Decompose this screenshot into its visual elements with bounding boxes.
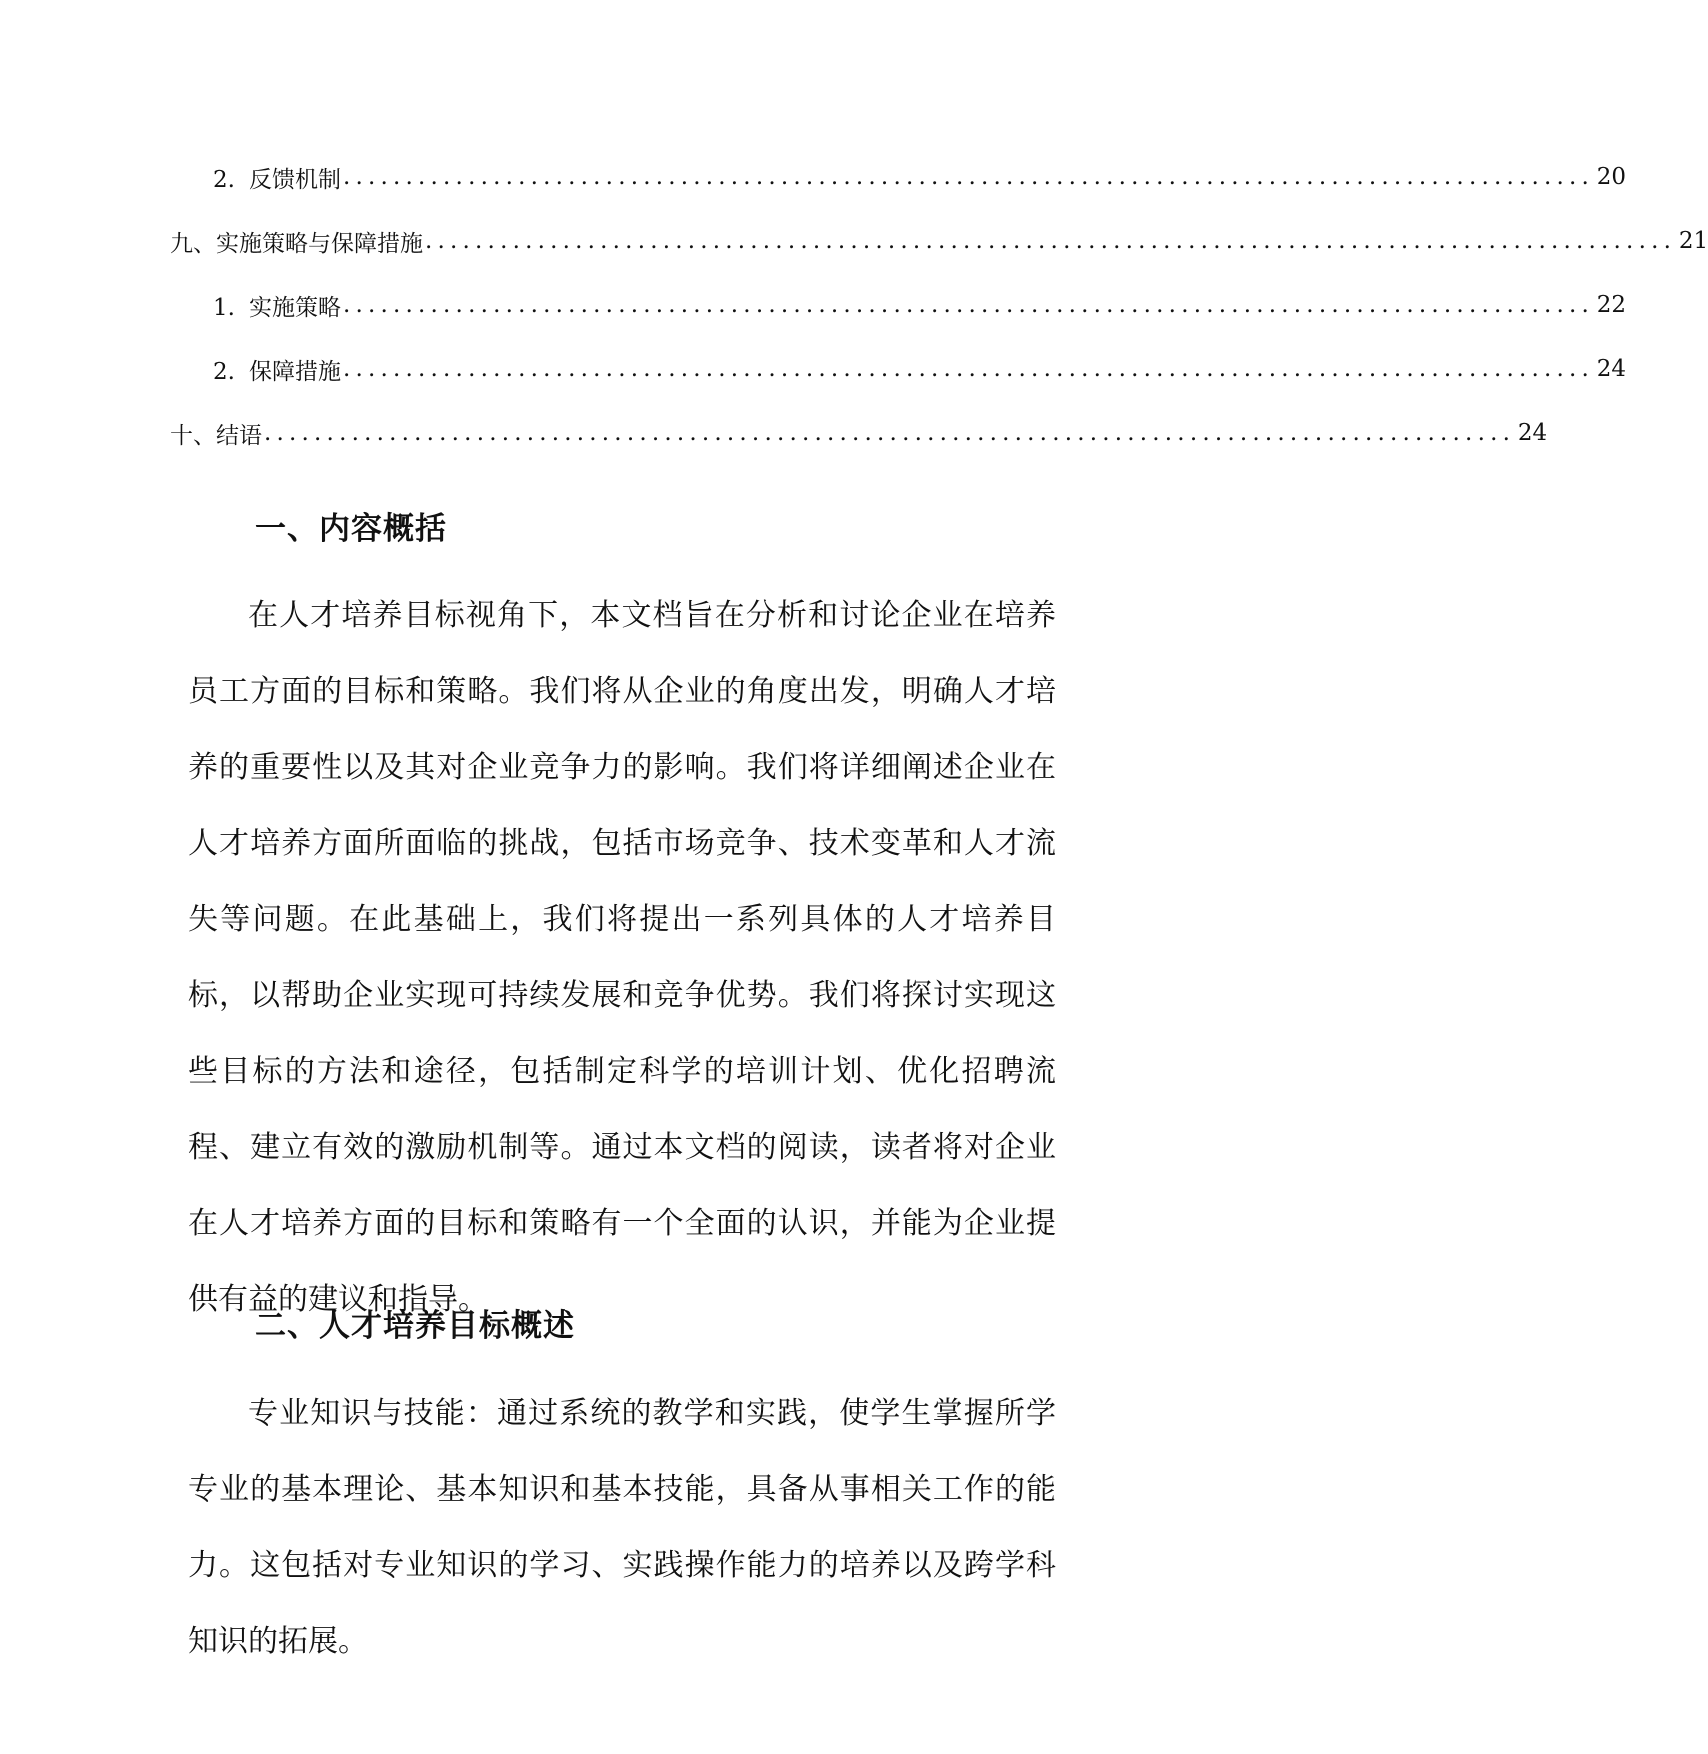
- toc-entry[interactable]: [170, 209, 1708, 273]
- toc-entry-number: 2.: [213, 166, 235, 193]
- toc-entry-title: 九、实施策略与保障措施: [170, 230, 423, 257]
- toc-leader-dots: ....................................................................................................: [342, 292, 1595, 318]
- toc-leader-dots: ....................................................................................................: [425, 228, 1677, 254]
- toc-entry[interactable]: [170, 401, 1548, 465]
- toc-page-number: 24: [1517, 420, 1548, 446]
- section-paragraph-talent-goals-overview: 专业知识与技能：通过系统的教学和实践，使学生掌握所学专业的基本理论、基本知识和基本技能，具备从事相关工作的能力。这包括对专业知识的学习、实践操作能力的培养以及跨学科知识的拓展。: [188, 1396, 1056, 1659]
- toc-page-number: 24: [1596, 356, 1627, 382]
- toc-leader-dots: ....................................................................................................: [264, 420, 1516, 446]
- toc-entry-title: 保障措施: [248, 358, 341, 385]
- toc-entry-number: 2.: [213, 358, 235, 385]
- toc-leader-dots: ....................................................................................................: [342, 356, 1595, 382]
- toc-entry-label: [170, 417, 264, 450]
- table-of-contents: [170, 145, 1708, 465]
- section-paragraph-content-summary: 在人才培养目标视角下，本文档旨在分析和讨论企业在培养员工方面的目标和策略。我们将从企业的角度出发，明确人才培养的重要性以及其对企业竞争力的影响。我们将详细阐述企业在人才培养方面所面临的挑战，包括市场竞争、技术变革和人才流失等问题。在此基础上，我们将提出一系列具体的人才培养目标，以帮助企业实现可持续发展和竞争优势。我们将探讨实现这些目标的方法和途径，包括制定科学的培训计划、优化招聘流程、建立有效的激励机制等。通过本文档的阅读，读者将对企业在人才培养方面的目标和策略有一个全面的认识，并能为企业提供有益的建议和指导。: [188, 598, 1056, 1317]
- section-heading-talent-goals-overview: 二、人才培养目标概述: [255, 1308, 575, 1344]
- section-heading-content-summary: 一、内容概括: [255, 511, 447, 547]
- toc-entry-title: 反馈机制: [248, 166, 341, 193]
- toc-entry-label: [213, 289, 343, 322]
- toc-entry-label: [213, 353, 343, 386]
- toc-entry[interactable]: [188, 337, 1627, 401]
- toc-entry[interactable]: [188, 145, 1627, 209]
- toc-page-number: 21: [1678, 228, 1708, 254]
- toc-page-number: 20: [1596, 164, 1627, 190]
- toc-entry-number: 1.: [213, 294, 235, 321]
- toc-page-number: 22: [1596, 292, 1627, 318]
- toc-entry-title: 十、结语: [170, 422, 262, 449]
- toc-entry[interactable]: [188, 273, 1627, 337]
- toc-entry-title: 实施策略: [248, 294, 341, 321]
- toc-entry-label: [170, 225, 425, 258]
- toc-leader-dots: ....................................................................................................: [342, 164, 1595, 190]
- toc-entry-label: [213, 161, 343, 194]
